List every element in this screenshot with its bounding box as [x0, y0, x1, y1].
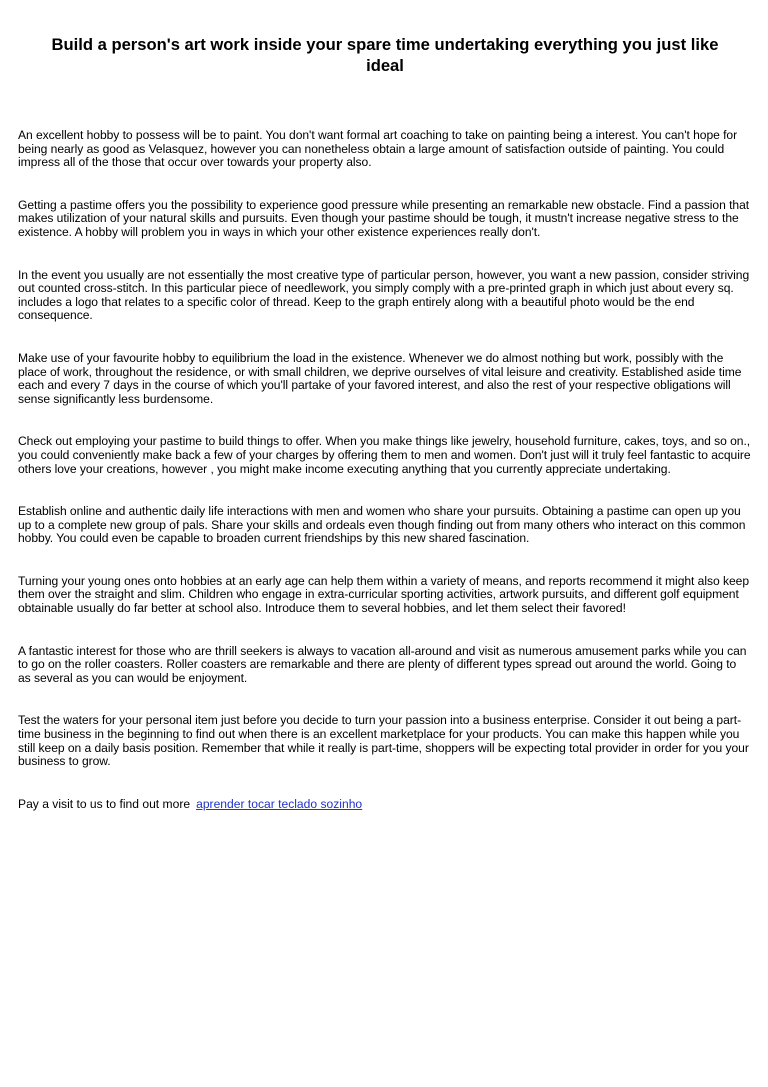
paragraph-balance: Make use of your favourite hobby to equilibrium the load in the existence. Whenever we do almost nothing but work, possibly with the place of work, throughout the residence, or with small children, we deprive ourselves of vital leisure and creativity. Established aside time each and every 7 days in the course of which you'll partake of your favored interest, and also the rest of your respective obligations will sense significantly less burdensome. [18, 350, 742, 406]
paragraph-roller-coasters: A fantastic interest for those who are thrill seekers is always to vacation all-around and visit as numerous amusement parks while you can to go on the roller coasters. Roller coasters are remarkable and there are plenty of different types spread out around the world. Going to as several as you can would be enjoyment. [18, 643, 747, 685]
paragraph-children: Turning your young ones onto hobbies at an early age can help them within a variety of means, and reports recommend it might also keep them over the straight and slim. Children who engage in extra-curricular sporting activities, artwork pursuits, and different golf equipment obtainable usually do far better at school also. Introduce them to several hobbies, and let them select their favored! [18, 573, 749, 616]
paragraph-pressure: Getting a pastime offers you the possibility to experience good pressure while presenting an remarkable new obstacle. Find a passion that makes utilization of your natural skills and pursuits. Even though your pastime should be tough, it mustn't increase negative stress to the existence. A hobby will problem you in ways in which your other existence experiences really don't. [18, 197, 750, 239]
document-body [18, 129, 752, 811]
paragraph-cross-stitch: In the event you usually are not essentially the most creative type of particular person, however, you want a new passion, consider striving out counted cross-stitch. In this particular piece of needlework, you simply comply with a pre-printed graph in which just about every sq. includes a logo that relates to a specific color of thread. Keep to the graph entirely along with a beautiful photo would be the end consequence. [18, 267, 750, 323]
paragraph-business: Test the waters for your personal item just before you decide to turn your passion into a business enterprise. Consider it out being a part-time business in the beginning to find out when there is an excellent marketplace for your products. You can make this happen while you still keep on a daily basis position. Remember that while it really is part-time, shoppers will be expecting total provider in order for you your business to grow. [18, 713, 749, 769]
paragraph-interactions: Establish online and authentic daily life interactions with men and women who share your pursuits. Obtaining a pastime can open up you up to a complete new group of pals. Share your skills and ordeals even though finding out from many others who interact on this common hobby. You could even be capable to broaden current friendships by this new shared fascination. [18, 504, 746, 546]
footer-link[interactable]: aprender tocar teclado sozinho [196, 796, 363, 811]
footer-text: Pay a visit to us to find out more [18, 796, 191, 811]
footer-line [18, 798, 752, 812]
paragraph-painting: An excellent hobby to possess will be to paint. You don't want formal art coaching to take on painting being a interest. You can't hope for being nearly as good as Velasquez, however you can nonetheless obtain a large amount of satisfaction outside of painting. You could impress all of the those that occur over towards your property also. [18, 128, 738, 170]
page-title: Build a person's art work inside your spare time undertaking everything you just like ideal [51, 35, 719, 75]
paragraph-selling: Check out employing your pastime to build things to offer. When you make things like jewelry, household furniture, cakes, toys, and so on., you could conveniently make back a few of your charges by offering them to men and women. Don't just will it truly feel fantastic to acquire others love your creations, however , you might make income executing anything that you currently appreciate undertaking. [18, 434, 751, 476]
